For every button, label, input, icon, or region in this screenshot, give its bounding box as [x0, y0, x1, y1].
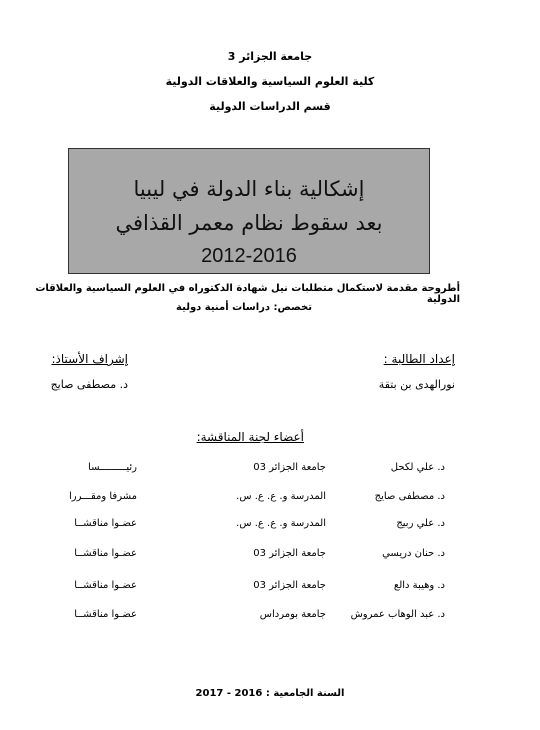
- committee-row: [0, 491, 540, 507]
- university-name: جامعة الجزائر 3: [227, 50, 313, 63]
- member-name: د. علي لكحل: [390, 462, 445, 473]
- committee-row: [0, 609, 540, 625]
- committee-row: [0, 548, 540, 564]
- thesis-title-line1: إشكالية بناء الدولة في ليبيا: [133, 177, 365, 201]
- member-institution: جامعة الجزائر 03: [253, 548, 326, 559]
- thesis-period: 2012-2016: [201, 245, 297, 267]
- committee-row: [0, 580, 540, 596]
- member-name: د. علي ربيج: [396, 518, 445, 529]
- member-institution: المدرسة و. ع. ع. س.: [236, 518, 326, 529]
- member-role: عضـوا مناقشــا: [74, 580, 137, 591]
- thesis-description: أطروحة مقدمة لاستكمال متطلبات نيل شهادة الدكتوراه في العلوم السياسية والعلاقات الدولية: [35, 283, 460, 305]
- faculty-name: كلية العلوم السياسية والعلاقات الدولية: [165, 75, 375, 88]
- member-role: عضـوا مناقشــا: [74, 548, 137, 559]
- member-institution: جامعة الجزائر 03: [253, 580, 326, 591]
- department-name: قسم الدراسات الدولية: [209, 100, 331, 113]
- title-box: [68, 148, 430, 274]
- specialty: تخصص: دراسات أمنية دولية: [176, 302, 312, 313]
- committee-title: أعضاء لجنة المناقشة:: [196, 430, 304, 444]
- member-role: مشرفا ومقـــررا: [69, 491, 137, 502]
- thesis-title-line2: بعد سقوط نظام معمر القذافي: [115, 211, 383, 235]
- member-institution: جامعة الجزائر 03: [253, 462, 326, 473]
- member-name: د. حنان دريسي: [382, 548, 445, 559]
- supervisor-name: د. مصطفى صايج: [50, 378, 128, 391]
- member-role: عضـوا مناقشــا: [74, 609, 137, 620]
- member-institution: المدرسة و. ع. ع. س.: [236, 491, 326, 502]
- member-name: د. مصطفى صايج: [374, 491, 445, 502]
- academic-year: السنة الجامعية : 2016 - 2017: [195, 688, 345, 699]
- member-role: رئيـــــــــسا: [88, 462, 137, 473]
- committee-row: [0, 518, 540, 534]
- member-name: د. وهيبة دالع: [393, 580, 445, 591]
- member-role: عضـوا مناقشــا: [74, 518, 137, 529]
- author-label: إعداد الطالبة :: [383, 352, 455, 366]
- member-institution: جامعة بومرداس: [259, 609, 326, 620]
- member-name: د. عبد الوهاب عمروش: [350, 609, 445, 620]
- author-name: نورالهدى بن بتقة: [378, 378, 455, 391]
- supervisor-label: إشراف الأستاذ:: [51, 352, 128, 366]
- committee-row: [0, 462, 540, 478]
